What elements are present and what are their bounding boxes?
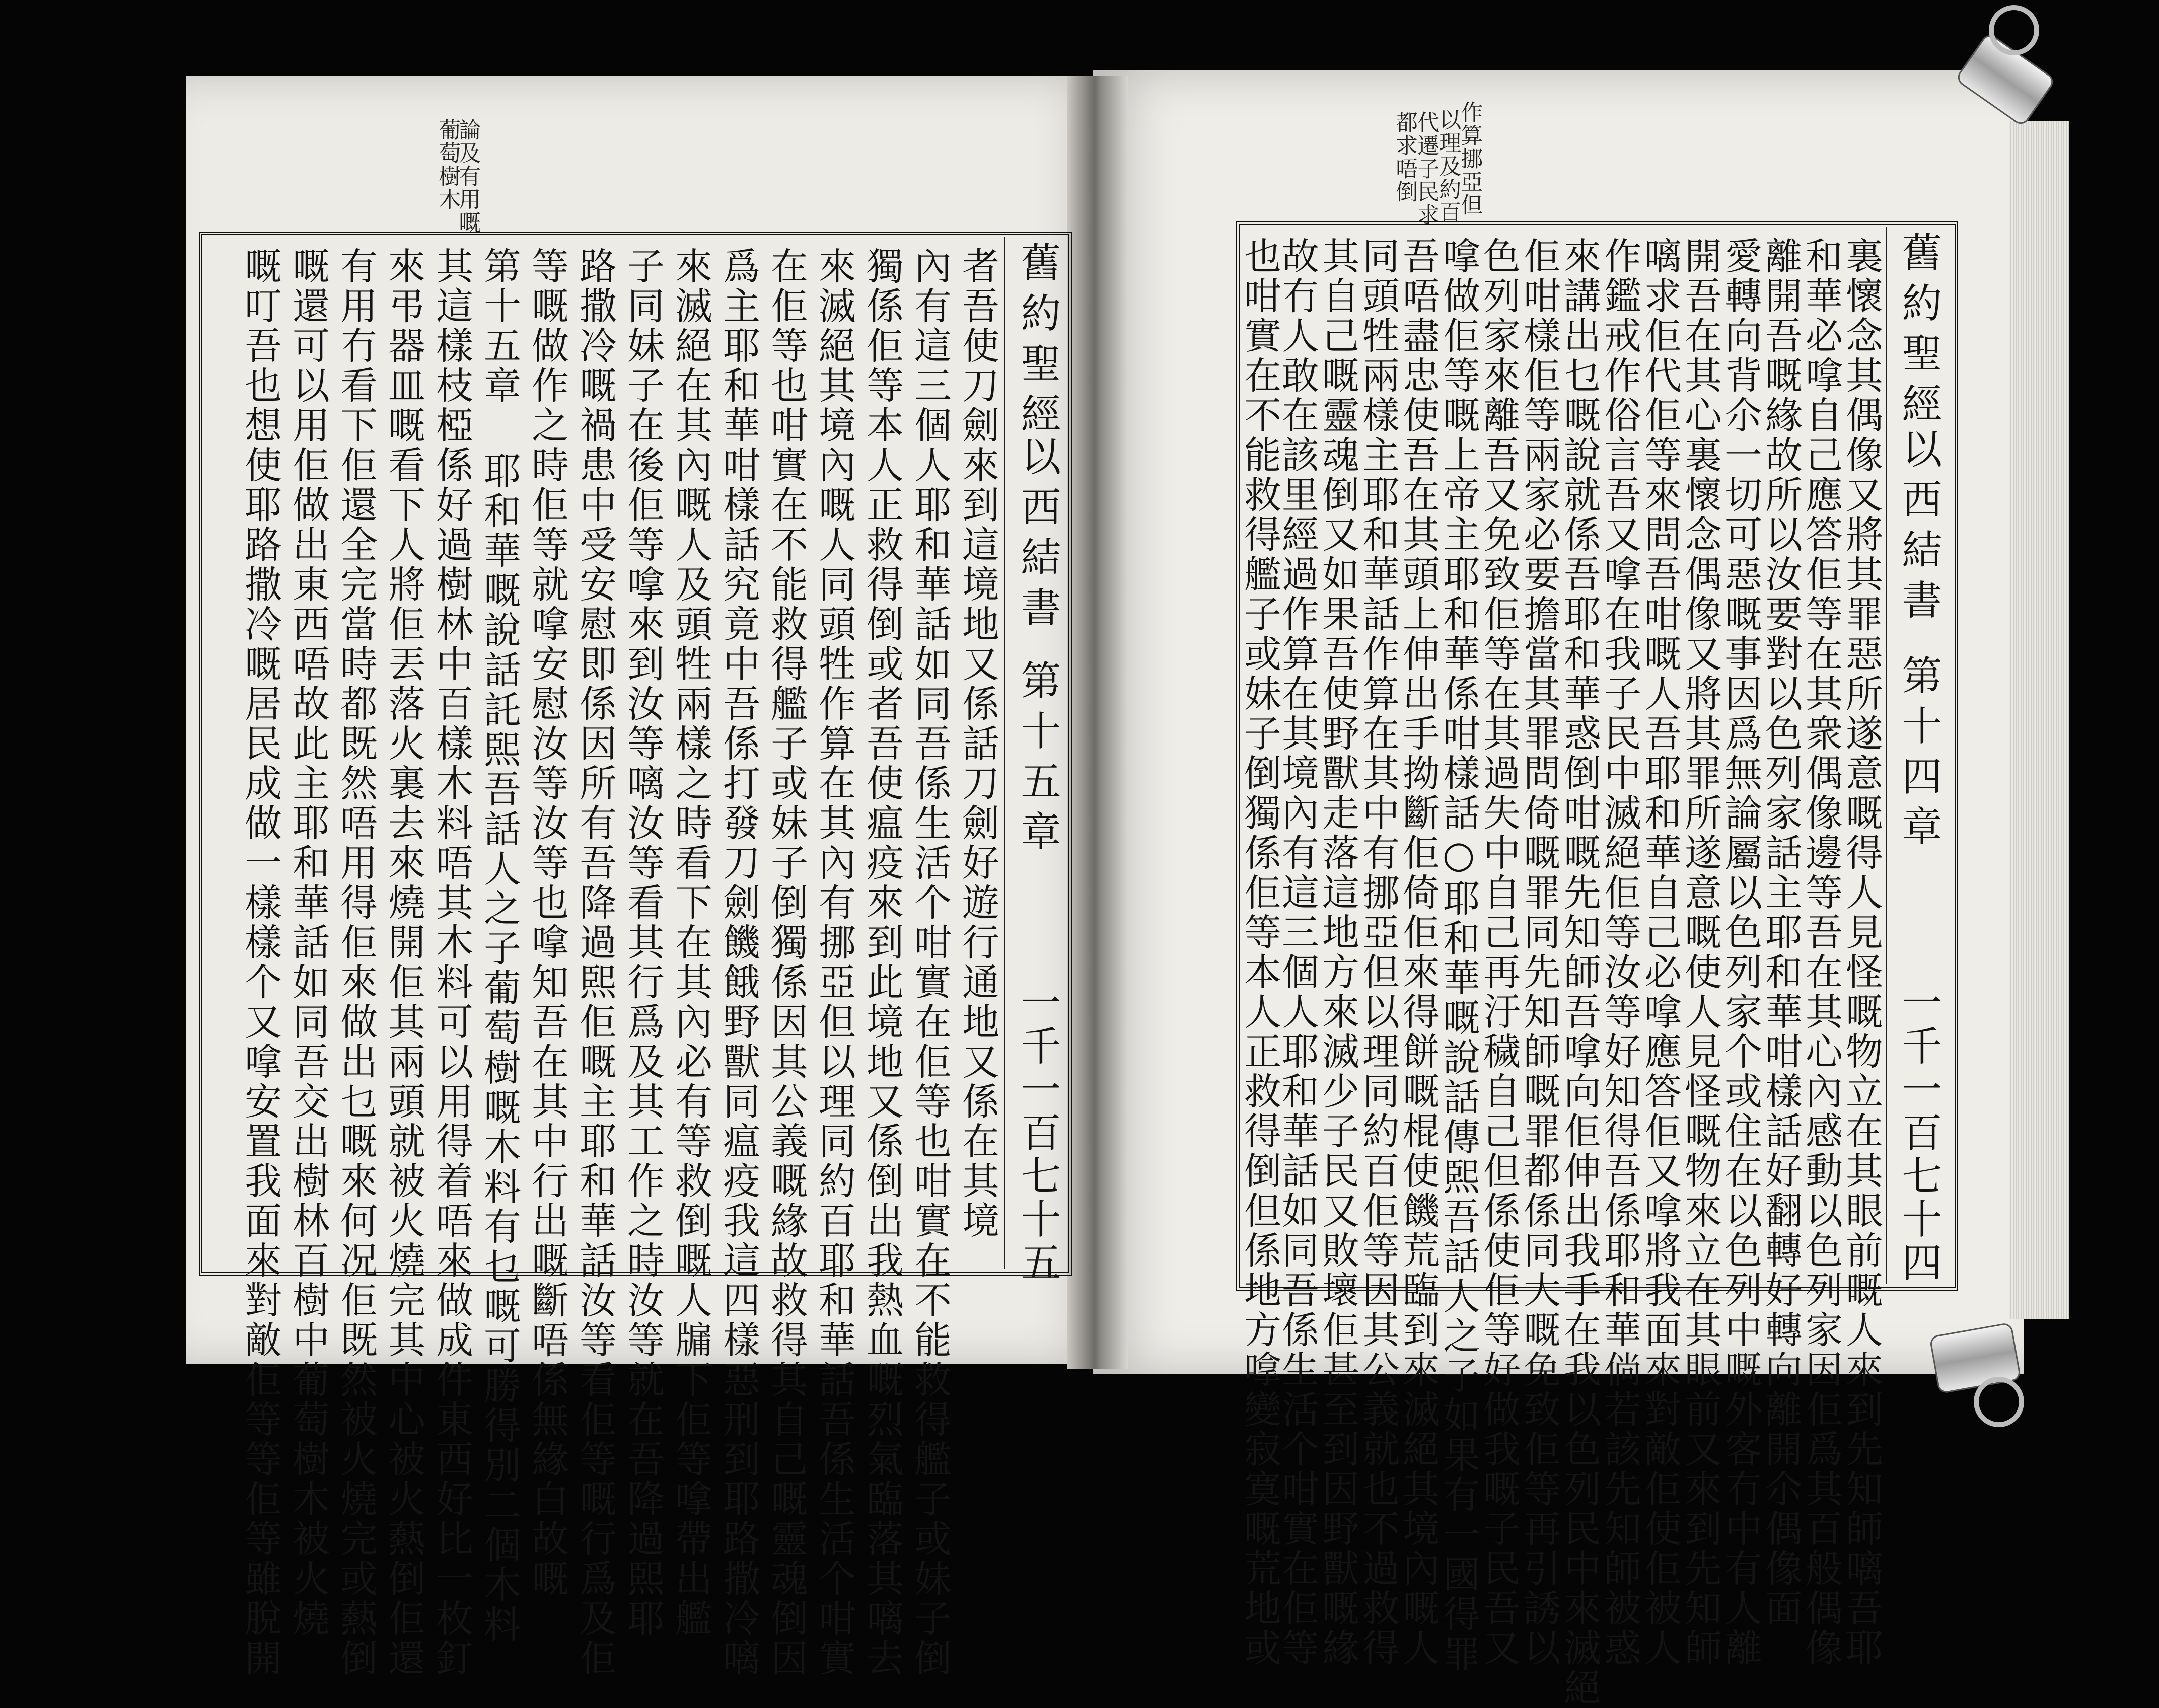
right-column: 嗱做佢等嘅上帝主耶和華係咁樣話○耶和華嘅說話傳𤋮吾話人之子如果有一國得罪 [1437,237,1480,1674]
left-column: 路撒冷嘅禍患中受安慰即係因所有吾降過𤋮佢嘅主耶和華話汝等看佢等嘅行爲及佢 [573,247,617,1678]
right-margin-note-4: 都求唔倒 [1392,111,1418,203]
left-column: 獨係佢等本人正救得倒或者吾使瘟疫來到此境地又係倒出我熱血嘅烈氣臨落其𠻗去 [860,247,904,1678]
left-header-title: 舊約聖經 [1014,242,1061,443]
left-column: 來滅絕在其內嘅人及頭牲兩樣之時看下在其內必有等救倒嘅人牖下佢等嗱帶出艦 [669,247,712,1639]
right-column: 也咁實在不能救得艦子或妹子倒獨係佢等本人正救得倒但係地方嗱變寂寞嘅荒地或 [1238,237,1281,1668]
right-column: 𠻗求佢代佢等來問吾咁嘅人吾耶和華自己必嗱應答佢又嗱將我面來對敵佢使佢被人 [1638,237,1682,1668]
left-header-book: 以西結書 [1014,435,1061,637]
left-column: 嘅叮吾也想使耶路撒冷嘅居民成做一樣樣个又嗱安置我面來對敵佢等等佢等雖脫開 [239,247,282,1678]
left-column: 在佢等也咁實在不能救得艦子或妹子倒獨係因其公義嘅緣故救得其自己嘅靈魂倒因 [765,247,808,1678]
right-column: 作鑑戒作俗言吾又嗱在我子民中滅絕佢等汝等好知得吾係耶和華倘若該先知師被惑 [1598,237,1641,1668]
right-header-title: 舊約聖經 [1895,232,1942,433]
right-margin-note-2: 以理及約百 [1435,108,1461,224]
left-column: 來弔器皿嘅看下人將佢丟落火裏去來燒開佢其兩頭就被火燒完其中心被火爇倒佢還 [382,247,425,1678]
right-column: 裏懷念其偶像又將其罪惡所遂意嘅得人見怪嘅物立在其眼前嘅人來到先知師𠻗吾耶 [1840,237,1883,1668]
right-column: 其自己嘅靈魂倒又如果吾使野獸走落這地方來滅少子民又敗壞佢甚至到因野獸嘅緣 [1316,237,1359,1668]
right-column: 離開吾嘅緣故所以汝要對以色列家話主耶和華咁樣話好翻轉好轉向離開尒偶像面 [1759,237,1803,1628]
right-column: 同頭牲兩樣主耶和華話作算在其中有挪亞但以理同約百佢等因其公義就也不過救得 [1356,237,1400,1668]
left-header-page-number: 一千一百七十五 [1014,982,1061,1285]
right-column: 佢咁樣佢等兩家必要擔當其罪問倚嘅罪同先知師嘅罪都係同大嘅免致佢等再引誘以 [1518,237,1561,1668]
right-header-page-number: 一千一百七十四 [1895,982,1942,1285]
left-column: 有用冇看下佢還全完當時都既然唔用得佢來做出乜嘅來何况佢既然被火燒完或爇倒 [334,247,378,1678]
right-column: 色列家來離吾又免致佢等在其過失中自己再汙穢自己但係使佢等好做我嘅子民吾又 [1477,237,1521,1668]
left-column: 等嘅做作之時佢等就嗱安慰汝等汝等也嗱知吾在其中行出嘅斷唔係無緣白故嘅 [526,247,569,1599]
right-margin-note-3: 代遷子民求 [1413,111,1440,227]
right-header-rule [1886,227,1887,1284]
right-margin-note-1: 作算挪亞但 [1457,101,1483,216]
left-column: 者吾使刀劍來到這境地又係話刀劍好遊行通地又係在其境 [956,247,999,1241]
left-column: 內有這三個人耶和華話如同吾係生活个咁實在佢等也咁實在不能救得艦子或妹子倒 [908,247,952,1678]
binder-clip-top-handle [1989,5,2039,55]
left-column: 爲主耶和華咁樣話究竟中吾係打發刀劍饑餓野獸同瘟疫我這四樣惡刑到耶路撒冷𠻗 [717,247,760,1678]
left-header-rule [1004,237,1005,1269]
left-column-chapter-start: 第十五章 耶和華嘅說話託𤋮吾話人之子葡萄樹嘅木料有乜嘅可勝得別二個木料 [478,247,521,1645]
right-column: 愛轉向背尒一切可惡嘅事因爲無論屬以色列家个或住在以色列中嘅外客冇中有人離 [1719,237,1762,1668]
right-column: 和華必嗱自己應答佢等在其衆偶像邊等吾在其心內感動以色列家因佢爲其百般偶像 [1800,237,1843,1668]
page-edge-stack [2009,121,2069,1319]
left-column: 子同妹子在後佢等嗱來到汝等𠻗汝等看其行爲及其工作之時汝等就在吾降過𤋮耶 [621,247,665,1639]
right-header-book: 以西結書 [1895,428,1942,629]
binder-clip-bottom-handle [1974,1377,2024,1427]
left-header-chapter: 第十五章 [1014,659,1061,861]
right-column: 故冇人敢在該里經過作算在其境內有這三個人耶和華話如同吾係生活个咁實在佢等 [1276,237,1319,1668]
right-column: 開吾在其心裏懷念偶像又將其罪所遂意嘅使人見怪嘅物來立在其眼前又來到先知師 [1679,237,1722,1668]
left-column: 嘅還可以用佢做出東西唔故此主耶和華話如同吾交出樹林百樹中葡萄樹木被火燒 [286,247,330,1639]
left-margin-note-1: 論及有用嘅 [455,118,481,234]
book-gutter [1067,76,1128,1369]
right-column: 吾唔盡忠使吾在其頭上伸出手拗斷佢倚佢來得餅嘅棍使饑荒臨到來滅絕其境內嘅人 [1397,237,1440,1668]
right-column: 來講出乜嘅說就係吾耶和華惑倒咁嘅先知師吾嗱向佢伸出我手在我以色列民中來滅絕 [1558,237,1601,1708]
left-column: 來滅絕其境內嘅人同頭牲作算在其內有挪亞但以理同約百耶和華話吾係生活个咁實 [813,247,856,1678]
right-header-chapter: 第十四章 [1895,654,1942,856]
left-margin-note-2: 葡萄樹木 [435,118,461,211]
left-column: 其這樣枝椏係好過樹林中百樣木料唔其木料可以用得着唔來做成件東西好比一枚釘 [430,247,473,1678]
